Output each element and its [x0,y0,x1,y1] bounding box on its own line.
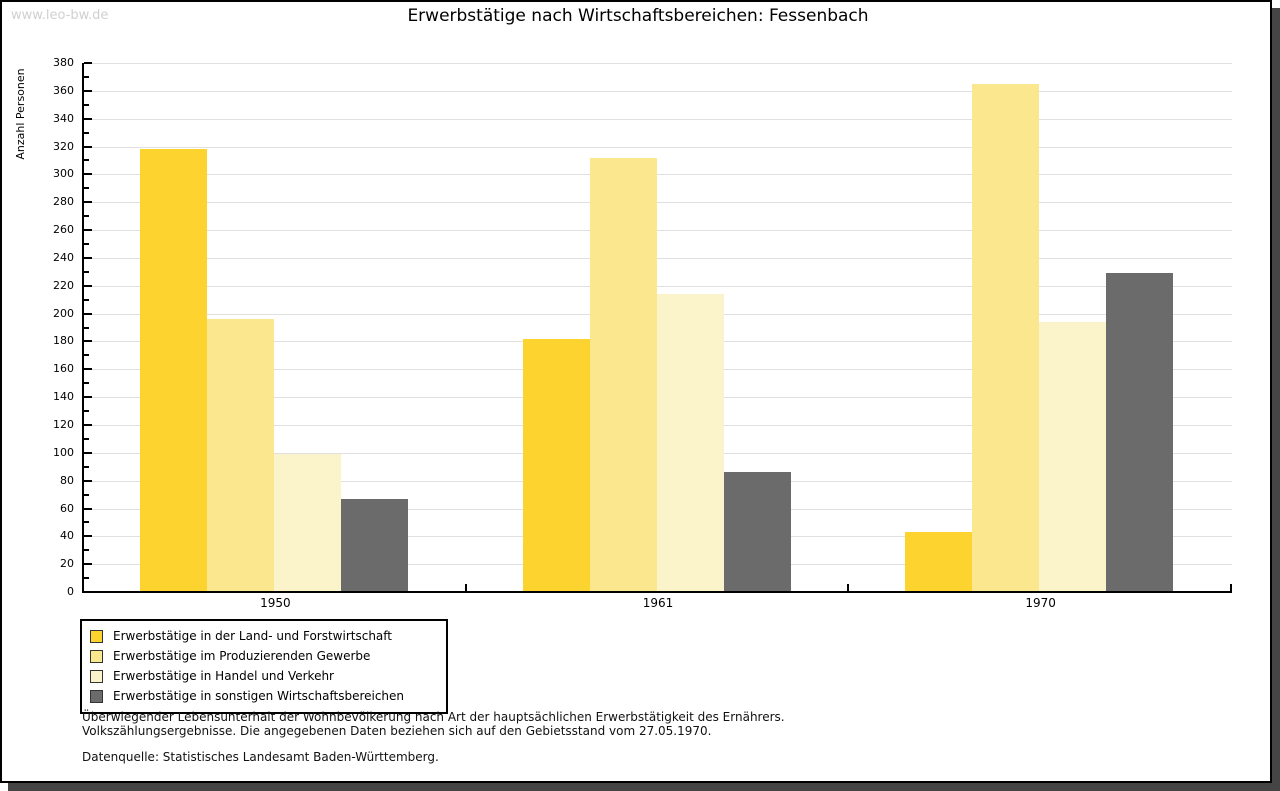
y-tick-label: 20 [60,557,74,571]
y-tick-label: 260 [53,223,74,237]
bar [341,499,408,592]
y-minor-tick [84,354,89,356]
y-major-tick [84,535,92,537]
chart-title: Erwerbstätige nach Wirtschaftsbereichen: Fessenbach [407,6,869,26]
y-major-tick [84,201,92,203]
gridline [84,91,1232,92]
y-minor-tick [84,271,89,273]
gridline [84,258,1232,259]
legend-swatch-handel-verkehr [90,670,103,683]
x-tick [1230,584,1232,591]
y-tick-label: 60 [60,501,74,515]
y-major-tick [84,591,92,593]
y-tick-label: 360 [53,83,74,97]
frame-shadow-right [1272,8,1280,783]
y-tick-label: 180 [53,334,74,348]
legend [80,619,448,714]
y-tick-label: 220 [53,278,74,292]
x-tick [847,584,849,591]
x-tick [465,584,467,591]
y-tick-label: 100 [53,445,74,459]
legend-swatch-sonstige [90,690,103,703]
y-tick-label: 300 [53,167,74,181]
legend-label: Erwerbstätige in der Land- und Forstwirtschaft [113,629,392,643]
y-tick-label: 0 [67,585,74,598]
footnote [82,710,785,738]
y-minor-tick [84,382,89,384]
legend-swatch-land-forstwirtschaft [90,630,103,643]
y-tick-label: 200 [53,306,74,320]
bar [657,294,724,592]
legend-swatch-produzierendes-gewerbe [90,650,103,663]
y-major-tick [84,424,92,426]
y-minor-tick [84,494,89,496]
y-major-tick [84,313,92,315]
y-minor-tick [84,549,89,551]
y-tick-label: 120 [53,417,74,431]
y-major-tick [84,62,92,64]
bar [724,472,791,592]
bar [1106,273,1173,592]
gridline [84,202,1232,203]
y-minor-tick [84,215,89,217]
gridline [84,63,1232,64]
y-minor-tick [84,327,89,329]
y-minor-tick [84,243,89,245]
data-source: Datenquelle: Statistisches Landesamt Baden-Württemberg. [82,750,439,764]
gridline [84,147,1232,148]
y-minor-tick [84,577,89,579]
x-category-label: 1961 [642,596,674,610]
y-major-tick [84,118,92,120]
y-major-tick [84,480,92,482]
y-tick-label: 140 [53,390,74,404]
legend-item [90,686,438,706]
footnote-line2: Volkszählungsergebnisse. Die angegebenen Daten beziehen sich auf den Gebietsstand vom 27.05.1970. [82,724,712,738]
gridline [84,174,1232,175]
gridline [84,230,1232,231]
frame-shadow-bottom [8,783,1280,791]
y-major-tick [84,340,92,342]
y-major-tick [84,563,92,565]
y-minor-tick [84,299,89,301]
y-minor-tick [84,187,89,189]
y-major-tick [84,229,92,231]
y-minor-tick [84,132,89,134]
bar [590,158,657,592]
y-major-tick [84,452,92,454]
y-major-tick [84,396,92,398]
legend-item [90,666,438,686]
legend-label: Erwerbstätige im Produzierenden Gewerbe [113,649,371,663]
legend-label: Erwerbstätige in Handel und Verkehr [113,669,334,683]
y-tick-label: 340 [53,111,74,125]
y-major-tick [84,285,92,287]
y-major-tick [84,368,92,370]
x-category-label: 1970 [1025,596,1056,610]
x-category-label: 1950 [260,596,291,610]
y-minor-tick [84,438,89,440]
y-minor-tick [84,159,89,161]
legend-label: Erwerbstätige in sonstigen Wirtschaftsbereichen [113,689,405,703]
y-axis-label: Anzahl Personen [14,68,27,160]
bar [972,84,1039,592]
y-major-tick [84,257,92,259]
footnote-line1: Überwiegender Lebensunterhalt der Wohnbevölkerung nach Art der hauptsächlichen Erwerbstätigkeit des Ernährers. [82,710,785,724]
bar [207,319,274,592]
y-tick-label: 80 [60,473,74,487]
y-tick-label: 160 [53,362,74,376]
y-tick-label: 380 [53,56,74,69]
y-minor-tick [84,466,89,468]
legend-item [90,626,438,646]
bar [523,339,590,592]
x-axis-line [82,591,1232,593]
gridline [84,286,1232,287]
bar [1039,322,1106,592]
y-minor-tick [84,76,89,78]
y-tick-label: 280 [53,195,74,209]
y-major-tick [84,508,92,510]
y-major-tick [84,173,92,175]
bar [274,454,341,592]
y-major-tick [84,146,92,148]
y-minor-tick [84,410,89,412]
bar [905,532,972,592]
legend-item [90,646,438,666]
gridline [84,119,1232,120]
y-tick-label: 40 [60,529,74,543]
y-minor-tick [84,104,89,106]
y-tick-label: 320 [53,139,74,153]
y-major-tick [84,90,92,92]
y-tick-label: 240 [53,250,74,264]
bar [140,149,207,592]
watermark-leo-bw: www.leo-bw.de [11,8,109,23]
y-minor-tick [84,521,89,523]
